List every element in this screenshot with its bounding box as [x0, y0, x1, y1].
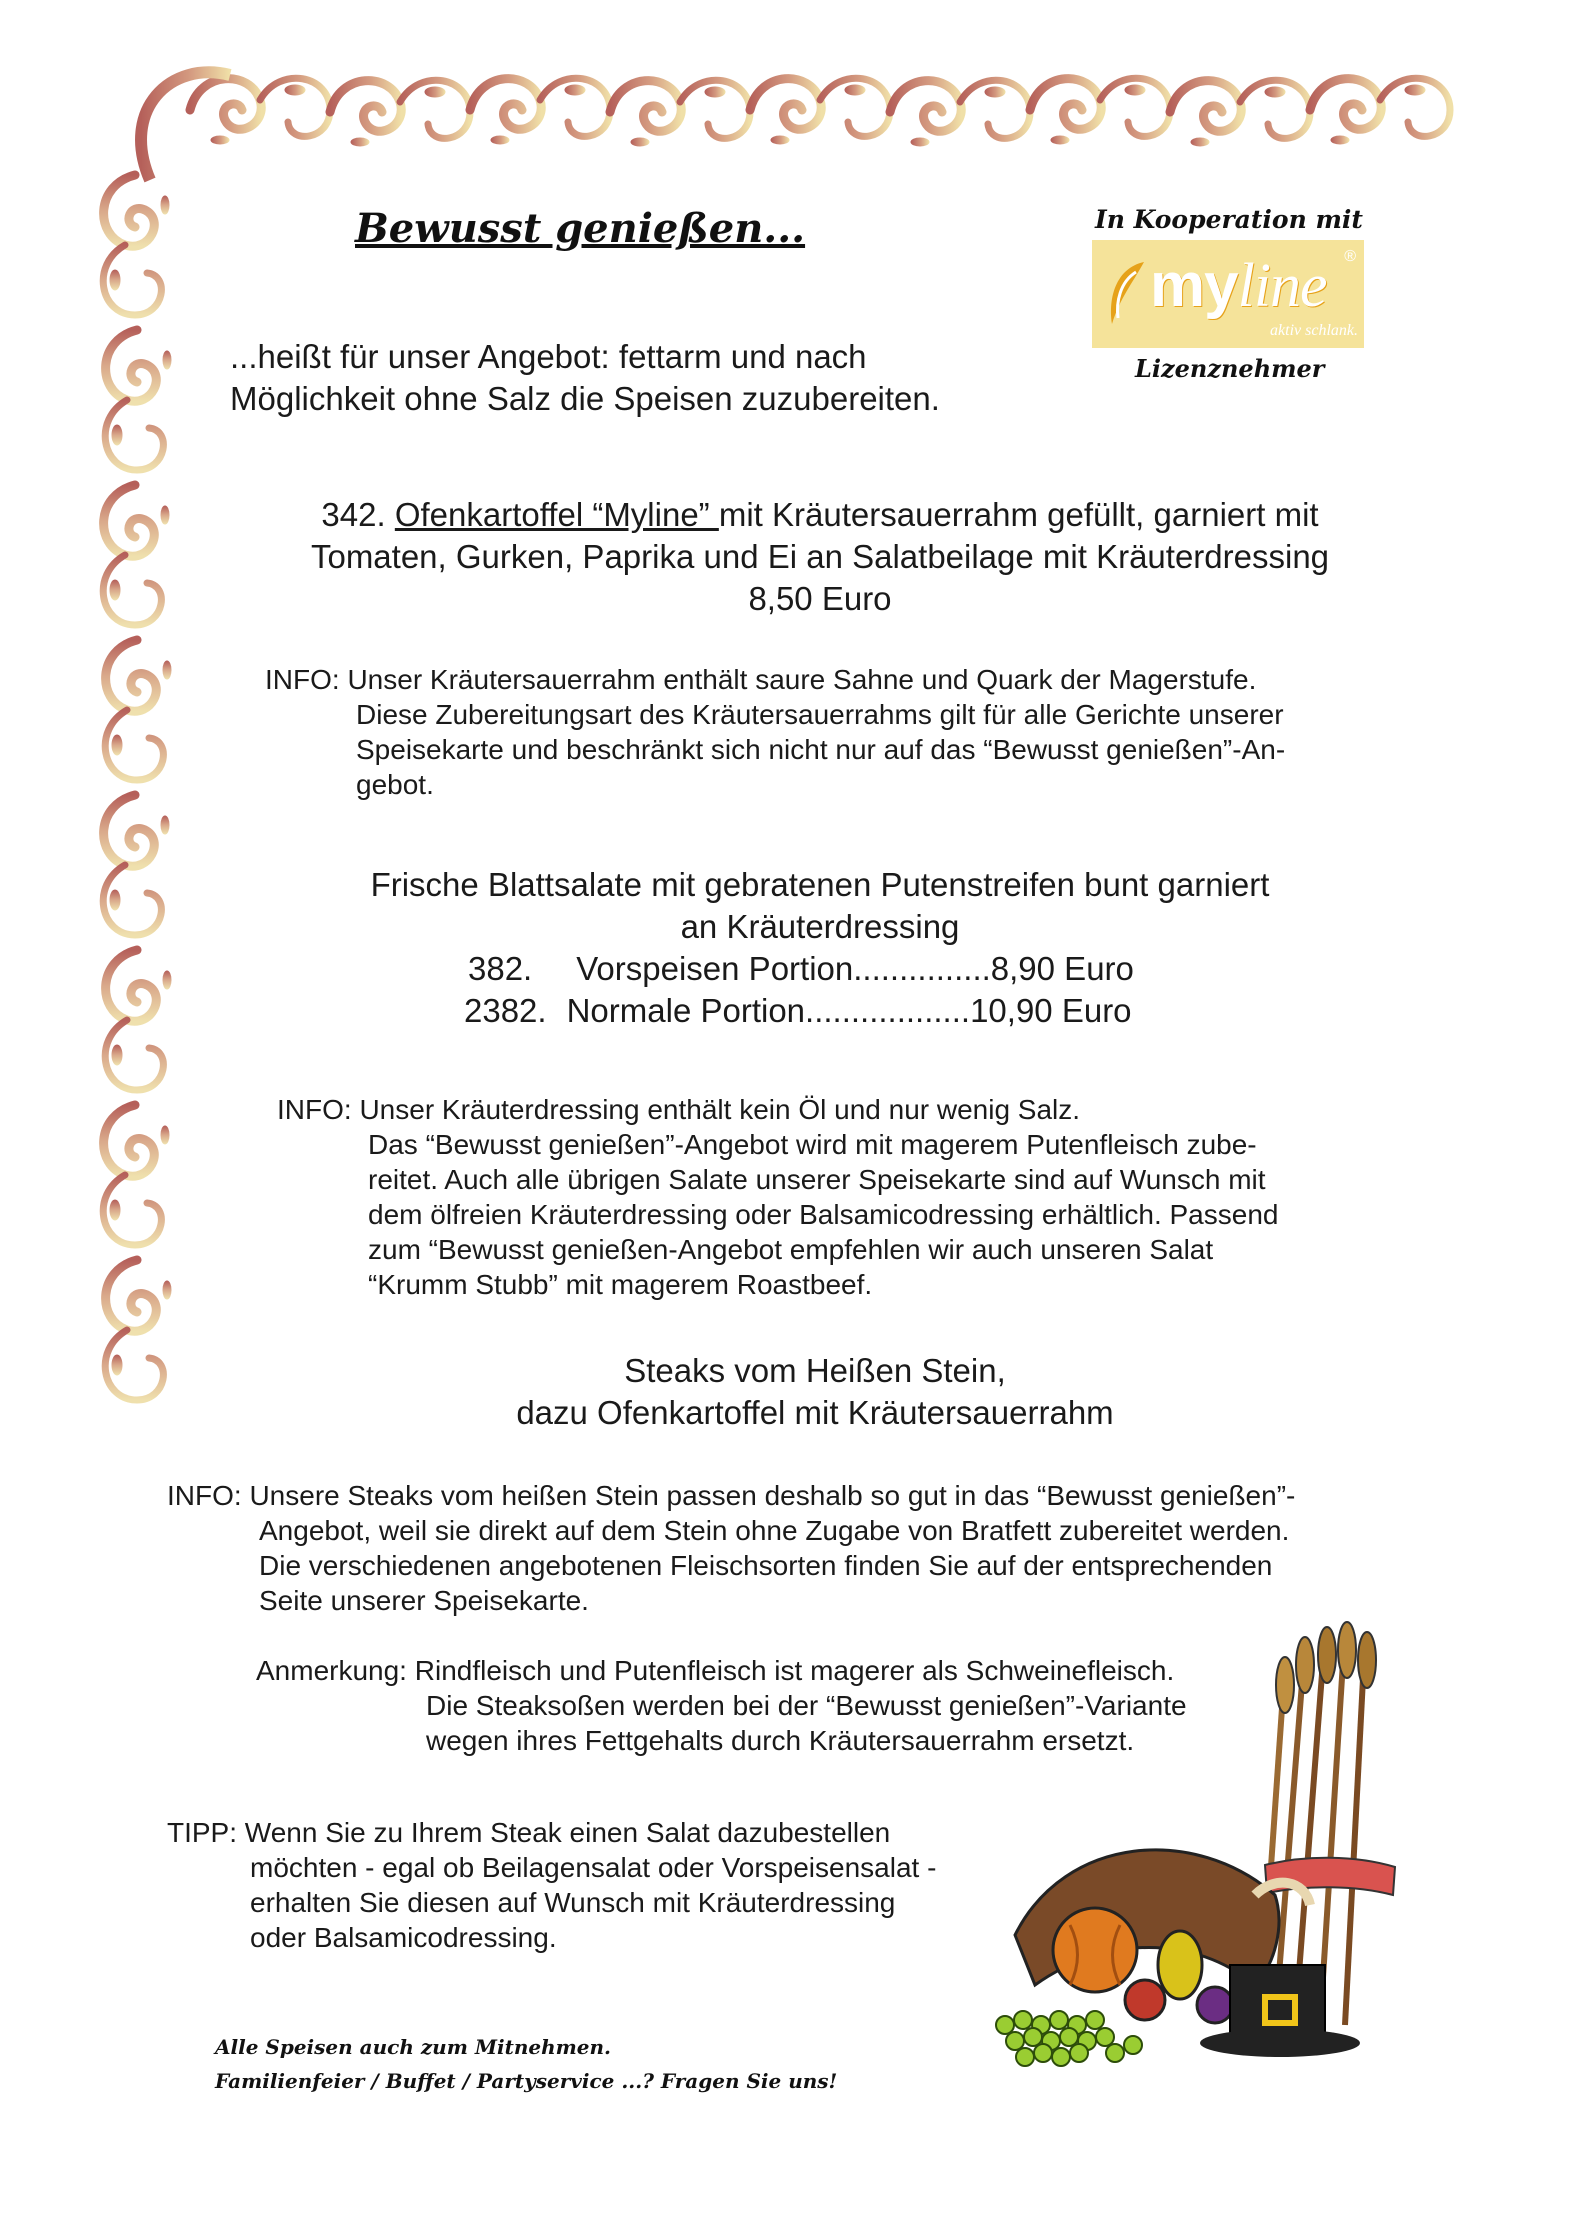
info1-line-3: Speisekarte und beschränkt sich nicht nur auf das “Bewusst genießen”-An- — [356, 734, 1286, 765]
footer-line-1: Alle Speisen auch zum Mitnehmen. — [215, 2035, 612, 2059]
info2-line-6: “Krumm Stubb” mit magerem Roastbeef. — [368, 1269, 873, 1300]
note-line-3: wegen ihres Fettgehalts durch Kräutersauerrahm ersetzt. — [426, 1725, 1135, 1756]
dish1-name: Ofenkartoffel “Myline” — [394, 496, 719, 533]
info2-line-2: Das “Bewusst genießen”-Angebot wird mit magerem Putenfleisch zube- — [368, 1129, 1257, 1160]
portion1-label: Vorspeisen Portion — [576, 950, 854, 987]
tip-label: TIPP: — [167, 1817, 238, 1848]
portion2-number: 2382. — [464, 992, 547, 1029]
info-block-3 — [167, 1478, 1387, 1618]
tip-line-1: Wenn Sie zu Ihrem Steak einen Salat dazubestellen — [244, 1817, 891, 1848]
licence-label: Lizenznehmer — [1135, 354, 1325, 383]
portion2-price: 10,90 Euro — [970, 992, 1132, 1029]
portion2-dots: .................. — [805, 992, 971, 1029]
dish-steaks — [400, 1350, 1230, 1434]
leaf-icon — [1106, 258, 1148, 328]
dish1-price: 8,50 Euro — [748, 580, 892, 617]
cooperation-label: In Kooperation mit — [1095, 205, 1363, 234]
portion1-number: 382. — [468, 950, 533, 987]
logo-brand — [1150, 250, 1327, 322]
dish1-number: 342. — [321, 496, 386, 533]
portion2-label: Normale Portion — [566, 992, 806, 1029]
info2-label: INFO: — [277, 1094, 352, 1125]
dish1-line-1 — [250, 494, 1390, 536]
note-label: Anmerkung: — [256, 1655, 407, 1686]
logo-tagline: aktiv schlank. — [1270, 322, 1358, 339]
footer-line-2: Familienfeier / Buffet / Partyservice ...? Fragen Sie uns! — [215, 2069, 838, 2093]
intro-line-2: Möglichkeit ohne Salz die Speisen zuzubereiten. — [230, 380, 940, 417]
dish1-desc-2: Tomaten, Gurken, Paprika und Ei an Salatbeilage mit Kräuterdressing — [310, 538, 1330, 575]
portion-row-1 — [468, 948, 1134, 990]
registered-mark: ® — [1344, 248, 1356, 265]
portion1-price: 8,90 Euro — [990, 950, 1134, 987]
info1-line-2: Diese Zubereitungsart des Kräutersauerrahms gilt für alle Gerichte unserer — [356, 699, 1284, 730]
note-line-1: Rindfleisch und Putenfleisch ist magerer als Schweinefleisch. — [414, 1655, 1175, 1686]
dish-ofenkartoffel — [250, 494, 1390, 620]
dish2-line-1: Frische Blattsalate mit gebratenen Putenstreifen bunt garniert — [370, 866, 1270, 903]
info2-line-1: Unser Kräuterdressing enthält kein Öl und nur wenig Salz. — [359, 1094, 1081, 1125]
tip-line-4: oder Balsamicodressing. — [250, 1922, 557, 1953]
info3-line-1: Unsere Steaks vom heißen Stein passen deshalb so gut in das “Bewusst genießen”- — [249, 1480, 1296, 1511]
info1-label: INFO: — [265, 664, 340, 695]
info-block-2 — [277, 1092, 1377, 1302]
dish-blattsalate — [300, 864, 1340, 948]
dish3-line-2: dazu Ofenkartoffel mit Kräutersauerrahm — [516, 1394, 1114, 1431]
info2-line-4: dem ölfreien Kräuterdressing oder Balsamicodressing erhältlich. Passend — [368, 1199, 1279, 1230]
tip-block — [167, 1815, 1067, 1955]
cornucopia-illustration — [975, 1605, 1415, 2075]
info1-line-1: Unser Kräutersauerrahm enthält saure Sahne und Quark der Magerstufe. — [347, 664, 1257, 695]
info2-line-5: zum “Bewusst genießen-Angebot empfehlen wir auch unseren Salat — [368, 1234, 1214, 1265]
info2-line-3: reitet. Auch alle übrigen Salate unserer Speisekarte sind auf Wunsch mit — [368, 1164, 1266, 1195]
dish1-desc-1: mit Kräutersauerrahm gefüllt, garniert mit — [718, 496, 1319, 533]
logo-brand-my: my — [1150, 251, 1238, 320]
info1-line-4: gebot. — [356, 769, 434, 800]
intro-text — [230, 336, 940, 420]
dish2-line-2: an Kräuterdressing — [680, 908, 960, 945]
footer-text — [215, 2030, 837, 2098]
page-title: Bewusst genießen... — [355, 205, 806, 252]
myline-logo — [1092, 240, 1364, 348]
info3-line-3: Die verschiedenen angebotenen Fleischsorten finden Sie auf der entsprechenden — [259, 1550, 1273, 1581]
intro-line-1: ...heißt für unser Angebot: fettarm und nach — [230, 338, 867, 375]
tip-line-2: möchten - egal ob Beilagensalat oder Vorspeisensalat - — [250, 1852, 937, 1883]
info3-line-4: Seite unserer Speisekarte. — [259, 1585, 589, 1616]
logo-brand-line: line — [1237, 252, 1327, 320]
portion-row-2 — [464, 990, 1132, 1032]
info3-line-2: Angebot, weil sie direkt auf dem Stein ohne Zugabe von Bratfett zubereitet werden. — [259, 1515, 1290, 1546]
portion1-dots: ............... — [853, 950, 991, 987]
note-line-2: Die Steaksoßen werden bei der “Bewusst genießen”-Variante — [426, 1690, 1187, 1721]
dish3-line-1: Steaks vom Heißen Stein, — [624, 1352, 1006, 1389]
tip-line-3: erhalten Sie diesen auf Wunsch mit Kräuterdressing — [250, 1887, 896, 1918]
info-block-1 — [265, 662, 1365, 802]
info3-label: INFO: — [167, 1480, 242, 1511]
